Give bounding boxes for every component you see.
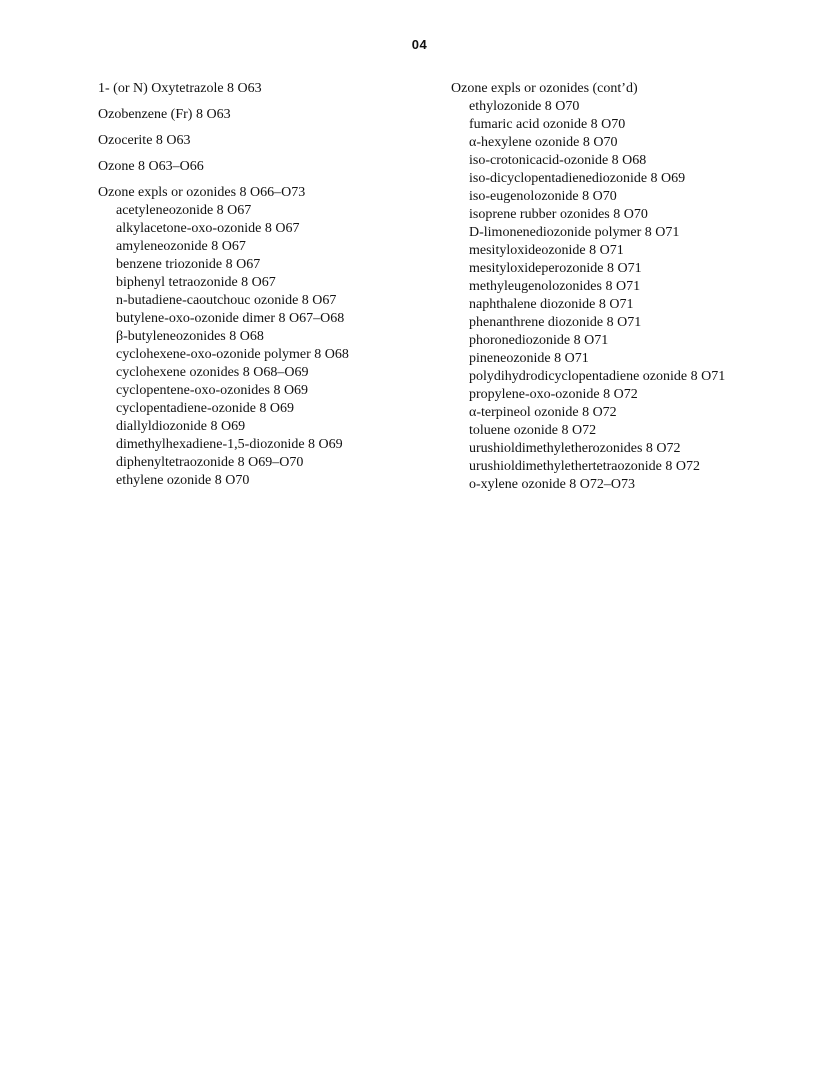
sub-entry: isoprene rubber ozonides 8 O70 bbox=[469, 207, 648, 222]
right-column bbox=[451, 80, 821, 494]
sub-entry: D-limonenediozonide polymer 8 O71 bbox=[469, 225, 680, 240]
sub-entry: dimethylhexadiene-1,5-diozonide 8 O69 bbox=[116, 437, 343, 452]
sub-entry: toluene ozonide 8 O72 bbox=[469, 423, 597, 438]
sub-entry: mesityloxideozonide 8 O71 bbox=[469, 243, 624, 258]
sub-entry: urushioldimethylethertetraozonide 8 O72 bbox=[469, 459, 700, 474]
index-entry: Ozone 8 O63–O66 bbox=[98, 159, 204, 174]
sub-entry: cyclohexene-oxo-ozonide polymer 8 O68 bbox=[116, 347, 349, 362]
index-entry: Ozocerite 8 O63 bbox=[98, 133, 191, 148]
sub-entry: n-butadiene-caoutchouc ozonide 8 O67 bbox=[116, 293, 337, 308]
sub-entry: methyleugenolozonides 8 O71 bbox=[469, 279, 641, 294]
sub-entry: α-hexylene ozonide 8 O70 bbox=[469, 135, 618, 150]
sub-entry: iso-dicyclopentadienediozonide 8 O69 bbox=[469, 171, 686, 186]
index-entry: 1- (or N) Oxytetrazole 8 O63 bbox=[98, 81, 262, 96]
sub-entry-list bbox=[451, 98, 821, 494]
sub-entry: polydihydrodicyclopentadiene ozonide 8 O71 bbox=[469, 369, 726, 384]
index-entry-heading: Ozone expls or ozonides 8 O66–O73 bbox=[98, 185, 306, 200]
sub-entry: benzene triozonide 8 O67 bbox=[116, 257, 261, 272]
sub-entry: ethylene ozonide 8 O70 bbox=[116, 473, 250, 488]
sub-entry: cyclopentadiene-ozonide 8 O69 bbox=[116, 401, 295, 416]
page-header: 04 bbox=[411, 37, 428, 52]
sub-entry: β-butyleneozonides 8 O68 bbox=[116, 329, 264, 344]
sub-entry-list bbox=[98, 202, 428, 490]
index-entry: Ozobenzene (Fr) 8 O63 bbox=[98, 107, 231, 122]
sub-entry: ethylozonide 8 O70 bbox=[469, 99, 580, 114]
sub-entry: propylene-oxo-ozonide 8 O72 bbox=[469, 387, 638, 402]
sub-entry: butylene-oxo-ozonide dimer 8 O67–O68 bbox=[116, 311, 345, 326]
sub-entry: cyclohexene ozonides 8 O68–O69 bbox=[116, 365, 309, 380]
sub-entry: diphenyltetraozonide 8 O69–O70 bbox=[116, 455, 304, 470]
sub-entry: diallyldiozonide 8 O69 bbox=[116, 419, 246, 434]
sub-entry: biphenyl tetraozonide 8 O67 bbox=[116, 275, 276, 290]
sub-entry: amyleneozonide 8 O67 bbox=[116, 239, 246, 254]
sub-entry: mesityloxideperozonide 8 O71 bbox=[469, 261, 642, 276]
sub-entry: fumaric acid ozonide 8 O70 bbox=[469, 117, 626, 132]
sub-entry: phenanthrene diozonide 8 O71 bbox=[469, 315, 642, 330]
sub-entry: cyclopentene-oxo-ozonides 8 O69 bbox=[116, 383, 309, 398]
sub-entry: alkylacetone-oxo-ozonide 8 O67 bbox=[116, 221, 300, 236]
left-column bbox=[98, 80, 428, 490]
sub-entry: iso-crotonicacid-ozonide 8 O68 bbox=[469, 153, 647, 168]
sub-entry: phoronediozonide 8 O71 bbox=[469, 333, 609, 348]
sub-entry: pineneozonide 8 O71 bbox=[469, 351, 589, 366]
sub-entry: naphthalene diozonide 8 O71 bbox=[469, 297, 634, 312]
sub-entry: acetyleneozonide 8 O67 bbox=[116, 203, 252, 218]
sub-entry: urushioldimethyletherozonides 8 O72 bbox=[469, 441, 681, 456]
sub-entry: α-terpineol ozonide 8 O72 bbox=[469, 405, 617, 420]
index-entry-heading: Ozone expls or ozonides (cont’d) bbox=[451, 81, 638, 96]
sub-entry: o-xylene ozonide 8 O72–O73 bbox=[469, 477, 636, 492]
sub-entry: iso-eugenolozonide 8 O70 bbox=[469, 189, 617, 204]
